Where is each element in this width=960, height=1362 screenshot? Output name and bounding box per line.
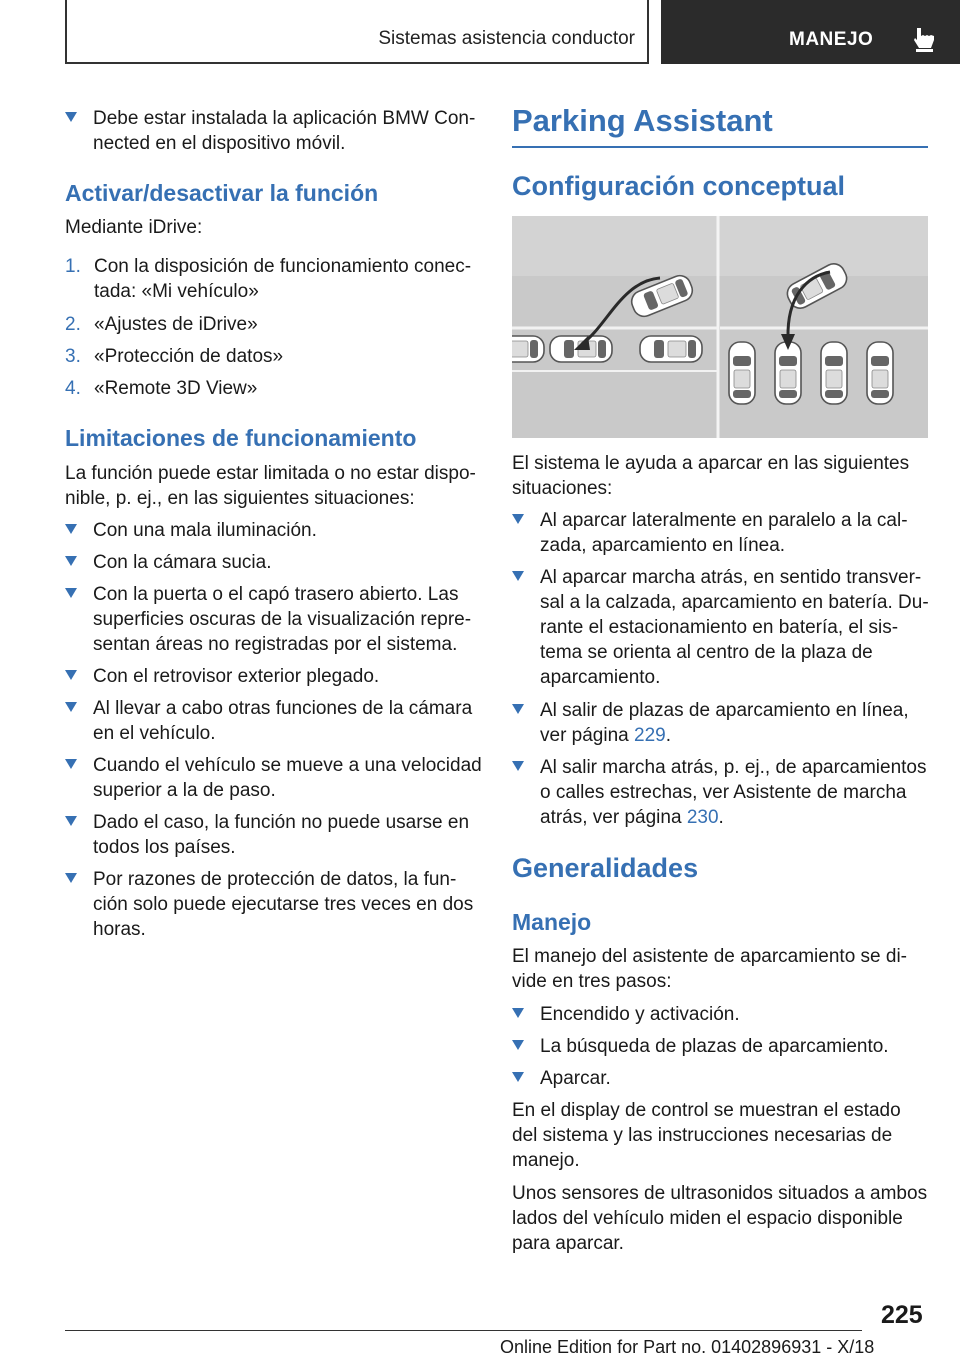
text-segment: atrás, ver página	[540, 807, 687, 828]
text-line: En el display de control se muestran el estado	[512, 1100, 901, 1121]
text-line: ción solo puede ejecutarse tres veces en dos	[93, 894, 474, 915]
paragraph-display	[512, 1098, 901, 1173]
text-line: Con el retrovisor exterior plegado.	[93, 666, 380, 687]
text-line	[540, 723, 930, 748]
header-section-box	[65, 0, 649, 64]
text-line: Dado el caso, la función no puede usarse en	[93, 812, 470, 833]
text-line: rante el estacionamiento en batería, el sis-	[540, 617, 899, 638]
text-line: Aparcar.	[540, 1068, 611, 1089]
paragraph-sensors	[512, 1181, 927, 1256]
text-line: situaciones:	[512, 478, 613, 499]
bullet-marker-icon	[512, 571, 524, 581]
text-line: superficies oscuras de la visualización repre-	[93, 609, 472, 630]
text-line: Con la cámara sucia.	[93, 552, 272, 573]
text-line: El sistema le ayuda a aparcar en las siguientes	[512, 453, 910, 474]
text-line: tada: «Mi vehículo»	[94, 281, 259, 302]
parking-illustration	[512, 216, 928, 438]
paragraph-limits	[65, 461, 476, 511]
text-line: Con la puerta o el capó trasero abierto. Las	[93, 584, 459, 605]
footer-rule	[65, 1330, 862, 1331]
text-line: Con la disposición de funcionamiento conec-	[94, 256, 472, 277]
text-line: para aparcar.	[512, 1233, 624, 1254]
text-line: Con una mala iluminación.	[93, 520, 317, 541]
text-line: nected en el dispositivo móvil.	[93, 133, 346, 154]
bullet-marker-icon	[65, 524, 77, 534]
text-line: Al llevar a cabo otras funciones de la cámara	[93, 698, 473, 719]
text-line: La función puede estar limitada o no estar dispo-	[65, 463, 476, 484]
text-line: tema se orienta al centro de la plaza de	[540, 642, 873, 663]
paragraph-idrive: Mediante iDrive:	[65, 217, 203, 238]
page-link-230[interactable]: 230	[686, 807, 719, 828]
bullet-marker-icon	[512, 761, 524, 771]
footer-edition: Online Edition for Part no. 01402896931 - X/18	[500, 1337, 875, 1357]
text-segment: .	[718, 807, 724, 828]
text-line: vide en tres pasos:	[512, 971, 672, 992]
hand-pointer-icon	[913, 26, 937, 52]
text-line: La búsqueda de plazas de aparcamiento.	[540, 1036, 889, 1057]
text-line: lados del vehículo miden el espacio disponible	[512, 1208, 903, 1229]
text-line: sal a la calzada, aparcamiento en batería. Du-	[540, 592, 929, 613]
text-line: Al salir marcha atrás, p. ej., de aparcamientos	[540, 757, 927, 778]
step-number: 1.	[65, 256, 81, 277]
heading-manejo: Manejo	[512, 909, 592, 935]
text-line: sentan áreas no registradas por el sistema.	[93, 634, 458, 655]
text-line: en el vehículo.	[93, 723, 216, 744]
bullet-marker-icon	[65, 873, 77, 883]
text-line: todos los países.	[93, 837, 236, 858]
step-number: 4.	[65, 378, 81, 399]
text-line: Debe estar instalada la aplicación BMW Con-	[93, 108, 476, 129]
heading-limits: Limitaciones de funcionamiento	[65, 425, 417, 451]
text-line: Al salir de plazas de aparcamiento en línea,	[540, 700, 909, 721]
bullet-marker-icon	[65, 670, 77, 680]
text-line: Al aparcar marcha atrás, en sentido transver-	[540, 567, 922, 588]
text-segment: .	[665, 725, 671, 746]
bullet-marker-icon	[512, 514, 524, 524]
heading-activate: Activar/desactivar la función	[65, 180, 379, 206]
step-number: 3.	[65, 346, 81, 367]
text-line: Encendido y activación.	[540, 1004, 740, 1025]
text-line: zada, aparcamiento en línea.	[540, 535, 786, 556]
text-line: Por razones de protección de datos, la fun-	[93, 869, 457, 890]
text-line: superior a la de paso.	[93, 780, 276, 801]
bullet-marker-icon	[65, 759, 77, 769]
text-line: «Protección de datos»	[94, 346, 284, 367]
paragraph-manejo	[512, 944, 907, 994]
text-line: horas.	[93, 919, 146, 940]
heading-rule	[512, 146, 928, 148]
text-line: «Remote 3D View»	[94, 378, 258, 399]
bullet-marker-icon	[512, 1040, 524, 1050]
text-line: nible, p. ej., en las siguientes situaciones:	[65, 488, 415, 509]
step-number: 2.	[65, 314, 81, 335]
heading-config: Configuración conceptual	[512, 171, 846, 201]
text-line	[540, 805, 930, 830]
bullet-marker-icon	[65, 112, 77, 122]
text-line: Unos sensores de ultrasonidos situados a ambos	[512, 1183, 928, 1204]
bullet-marker-icon	[65, 816, 77, 826]
text-line: aparcamiento.	[540, 667, 661, 688]
text-line: manejo.	[512, 1150, 580, 1171]
text-line: Al aparcar lateralmente en paralelo a la cal-	[540, 510, 908, 531]
chapter-tab[interactable]	[661, 0, 960, 64]
heading-parking-assistant: Parking Assistant	[512, 103, 773, 138]
bullet-marker-icon	[65, 702, 77, 712]
paragraph-system	[512, 451, 909, 501]
section-title: Sistemas asistencia conductor	[378, 28, 635, 49]
page-number: 225	[881, 1301, 923, 1329]
chapter-tab-label: MANEJO	[789, 29, 874, 50]
text-line: El manejo del asistente de aparcamiento se di-	[512, 946, 908, 967]
text-line: «Ajustes de iDrive»	[94, 314, 258, 335]
heading-general: Generalidades	[512, 853, 699, 883]
text-line: Cuando el vehículo se mueve a una velocidad	[93, 755, 482, 776]
text-segment: ver página	[540, 725, 635, 746]
bullet-marker-icon	[65, 556, 77, 566]
text-line: o calles estrechas, ver Asistente de marcha	[540, 782, 907, 803]
bullet-marker-icon	[512, 704, 524, 714]
text-line: del sistema y las instrucciones necesarias de	[512, 1125, 893, 1146]
bullet-marker-icon	[65, 588, 77, 598]
bullet-marker-icon	[512, 1072, 524, 1082]
bullet-marker-icon	[512, 1008, 524, 1018]
page-link-229[interactable]: 229	[634, 725, 666, 746]
